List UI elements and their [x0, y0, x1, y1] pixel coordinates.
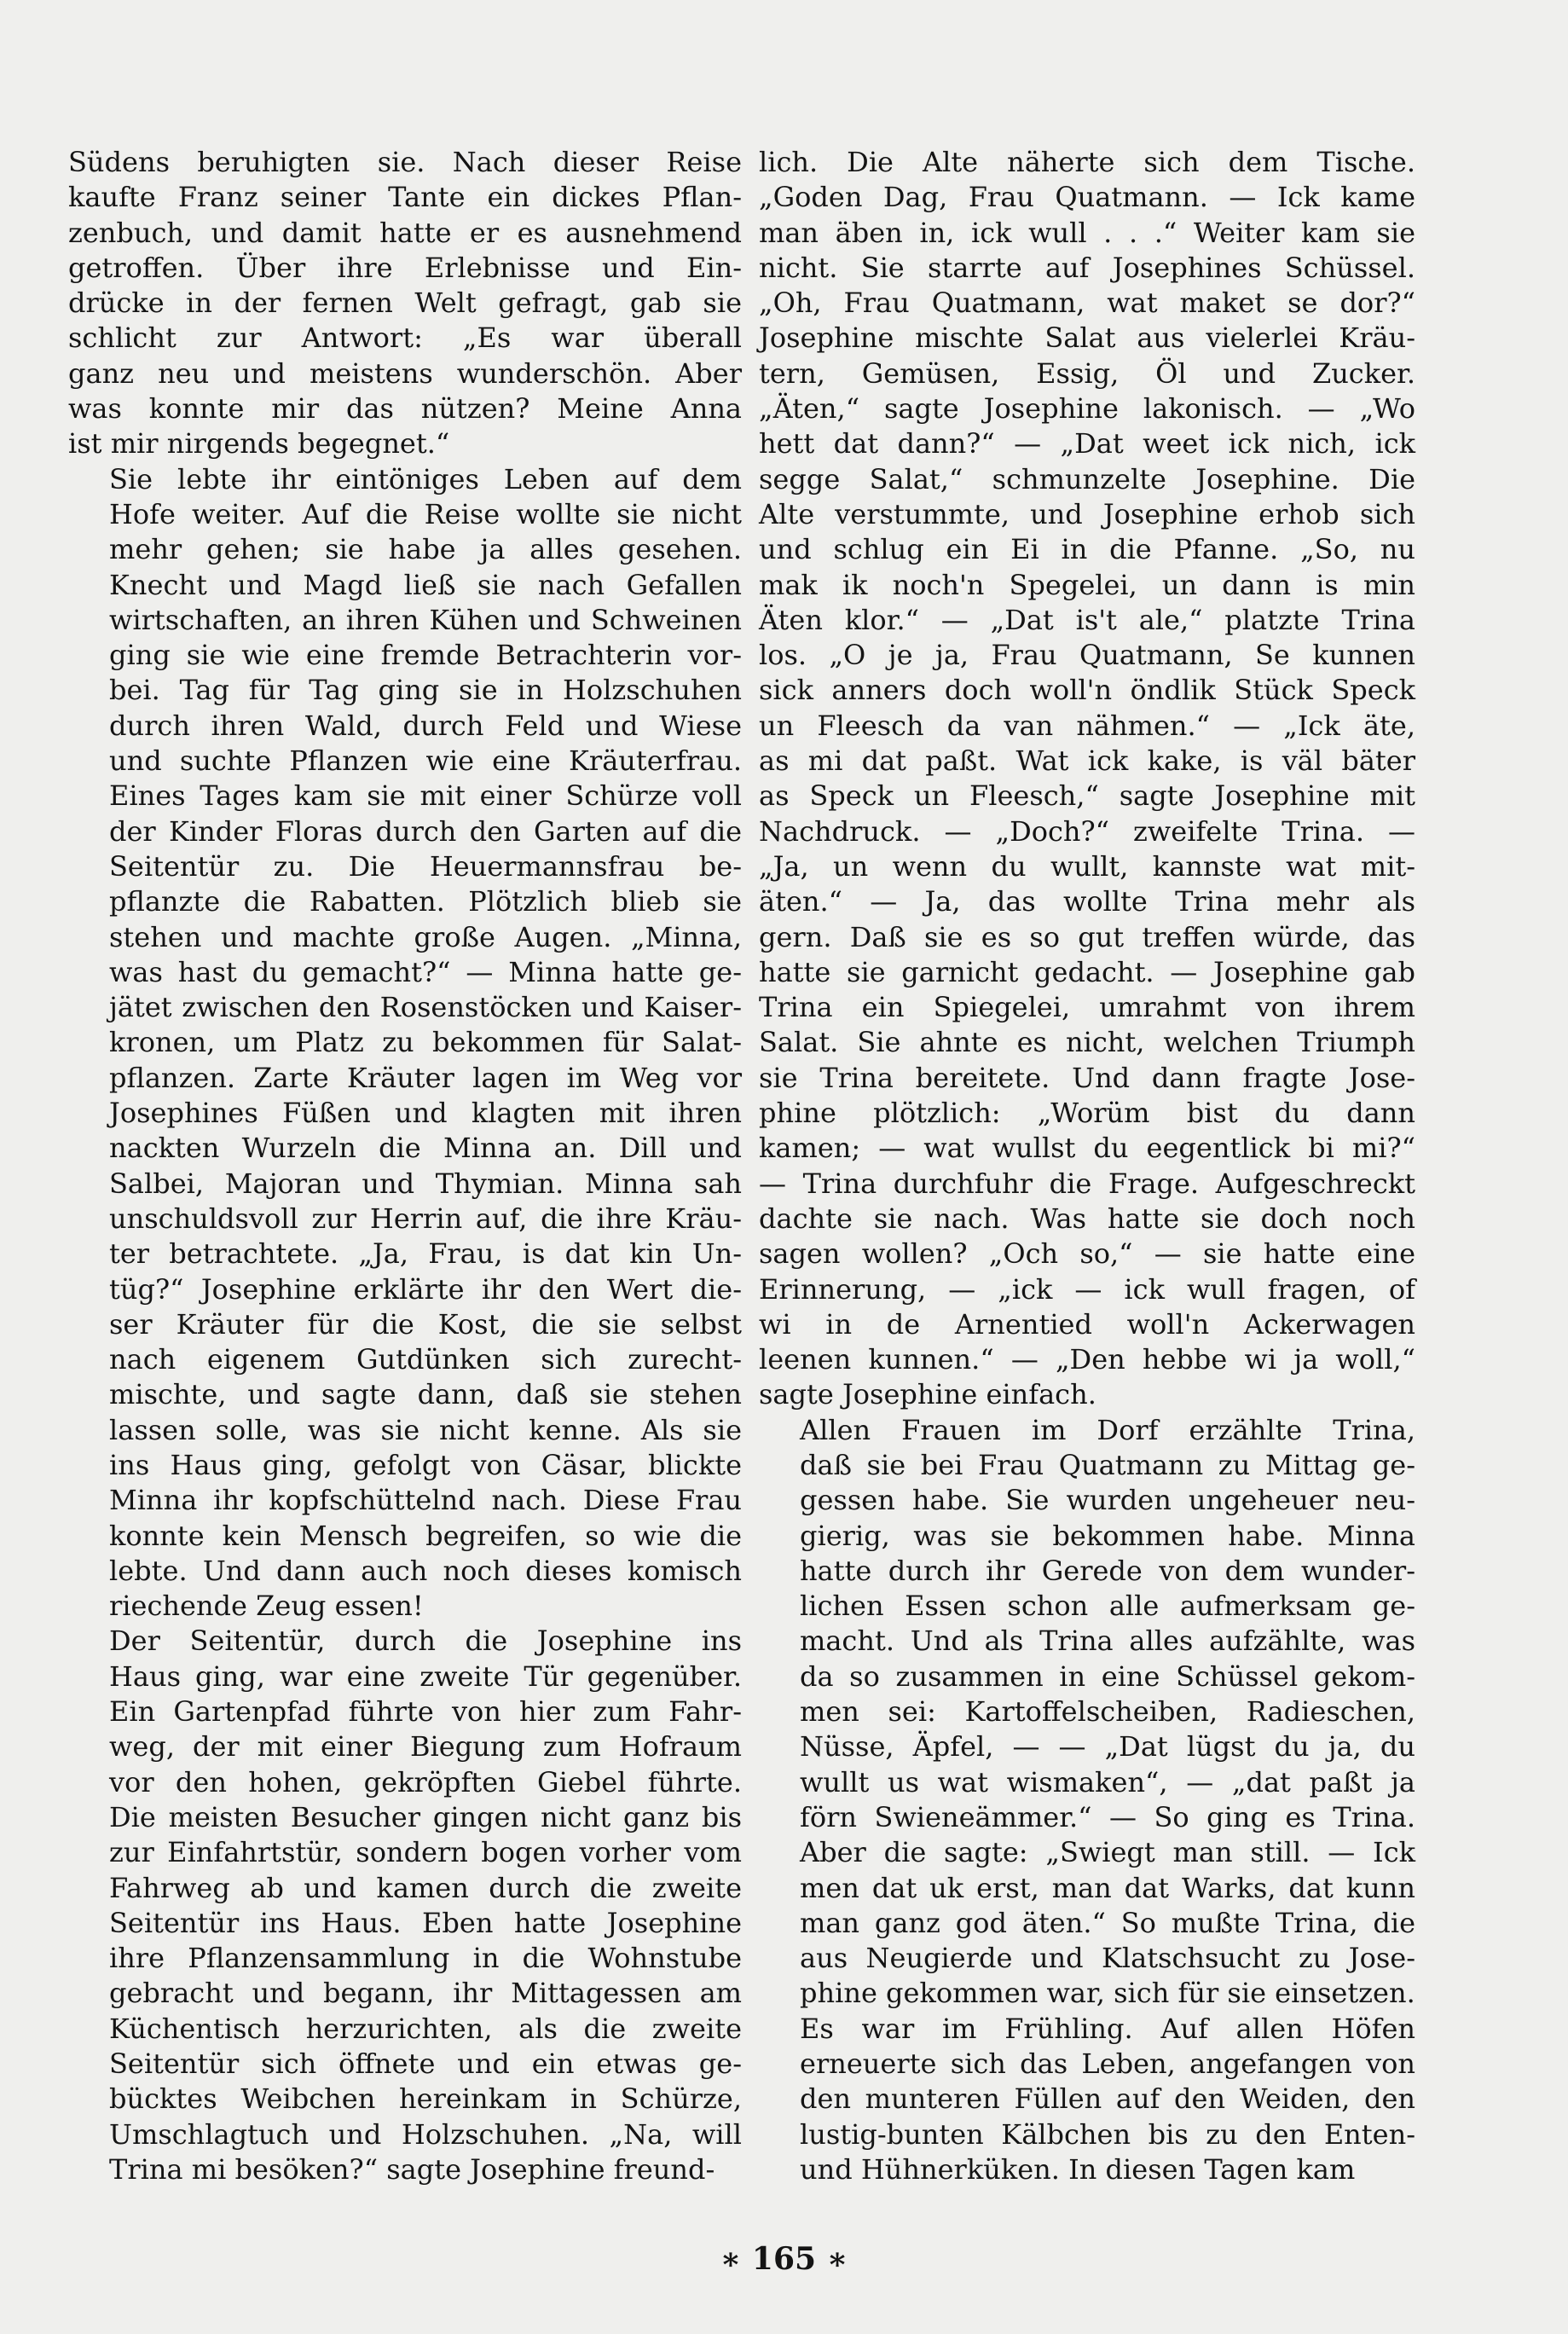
paragraph	[68, 145, 742, 462]
text-line: Eines Tages kam sie mit einer Schürze voll	[109, 779, 742, 813]
text-line: kaufte Franz seiner Tante ein dickes Pflan-	[68, 181, 742, 214]
text-line: Salat. Sie ahnte es nicht, welchen Triumph	[759, 1026, 1415, 1059]
text-line: Haus ging, war eine zweite Tür gegenüber.	[109, 1659, 742, 1693]
text-line: Trina mi besöken?“ sagte Josephine freund-	[109, 2152, 715, 2186]
text-line: Südens beruhigten sie. Nach dieser Reise	[68, 146, 742, 178]
text-line: Die meisten Besucher gingen nicht ganz bis	[109, 1800, 742, 1833]
text-line: un Fleesch da van nähmen.“ — „Ick äte,	[759, 709, 1415, 742]
text-line: mehr gehen; sie habe ja alles gesehen.	[109, 533, 742, 566]
text-line: tern, Gemüsen, Essig, Öl und Zucker.	[759, 356, 1415, 390]
text-line: Sie lebte ihr eintöniges Leben auf dem	[109, 462, 742, 495]
text-line: Es war im Frühling. Auf allen Höfen	[800, 2012, 1415, 2045]
text-line: ins Haus ging, gefolgt von Cäsar, blickte	[109, 1448, 742, 1481]
text-line: men dat uk erst, man dat Warks, dat kunn	[800, 1871, 1415, 1904]
text-line: Seitentür ins Haus. Eben hatte Josephine	[109, 1906, 742, 1939]
text-line: Umschlagtuch und Holzschuhen. „Na, will	[109, 2117, 742, 2151]
text-line: man ganz god äten.“ So mußte Trina, die	[800, 1906, 1415, 1939]
paragraph	[68, 1624, 742, 2187]
text-line: bücktes Weibchen hereinkam in Schürze,	[109, 2082, 742, 2116]
paragraph	[759, 2012, 1415, 2187]
text-line: tüg?“ Josephine erklärte ihr den Wert die-	[109, 1272, 742, 1306]
text-line: riechende Zeug essen!	[109, 1590, 424, 1623]
text-line: getroffen. Über ihre Erlebnisse und Ein-	[68, 251, 742, 284]
text-line: Aber die sagte: „Swiegt man still. — Ick	[800, 1836, 1415, 1869]
text-line: jätet zwischen den Rosenstöcken und Kaiser-	[109, 991, 742, 1024]
text-line: stehen und machte große Augen. „Minna,	[109, 920, 742, 953]
text-line: zur Einfahrtstür, sondern bogen vorher vom	[109, 1836, 742, 1869]
text-line: drücke in der fernen Welt gefragt, gab sie	[68, 287, 742, 320]
text-line: kamen; — wat wullst du eegentlick bi mi?“	[759, 1132, 1415, 1165]
text-line: Josephines Füßen und klagten mit ihren	[109, 1097, 742, 1130]
text-line: Küchentisch herzurichten, als die zweite	[109, 2012, 742, 2045]
text-line: aus Neugierde und Klatschsucht zu Jose-	[800, 1942, 1415, 1975]
text-line: und schlug ein Ei in die Pfanne. „So, nu	[759, 533, 1415, 566]
text-line: Trina ein Spiegelei, umrahmt von ihrem	[759, 991, 1415, 1024]
text-line: ging sie wie eine fremde Betrachterin vor-	[109, 639, 742, 672]
text-line: und Hühnerküken. In diesen Tagen kam	[800, 2152, 1356, 2186]
text-line: — Trina durchfuhr die Frage. Aufgeschreckt	[759, 1167, 1415, 1200]
text-line: Der Seitentür, durch die Josephine ins	[109, 1625, 742, 1658]
text-line: Fahrweg ab und kamen durch die zweite	[109, 1871, 742, 1904]
text-line: phine gekommen war, sich für sie einsetzen.	[800, 1977, 1415, 2010]
text-line: mak ik noch'n Spegelei, un dann is min	[759, 568, 1415, 601]
text-line: Nüsse, Äpfel, — — „Dat lügst du ja, du	[800, 1730, 1415, 1764]
star-ornament-left: ∗	[720, 2241, 742, 2277]
text-line: was konnte mir das nützen? Meine Anna	[68, 392, 742, 426]
text-line: Salbei, Majoran und Thymian. Minna sah	[109, 1167, 742, 1200]
text-line: „Äten,“ sagte Josephine lakonisch. — „Wo	[759, 392, 1415, 426]
text-line: sick anners doch woll'n öndlik Stück Speck	[759, 674, 1415, 707]
text-line: vor den hohen, gekröpften Giebel führte.	[109, 1765, 742, 1798]
text-line: kronen, um Platz zu bekommen für Salat-	[109, 1026, 742, 1059]
right-column	[759, 145, 1415, 2187]
text-line: wirtschaften, an ihren Kühen und Schweinen	[109, 603, 742, 636]
text-line: ist mir nirgends begegnet.“	[68, 427, 450, 460]
text-line: sagte Josephine einfach.	[759, 1378, 1096, 1411]
text-line: wi in de Arnentied woll'n Ackerwagen	[759, 1307, 1415, 1341]
text-line: bei. Tag für Tag ging sie in Holzschuhen	[109, 674, 742, 707]
text-line: Allen Frauen im Dorf erzählte Trina,	[800, 1413, 1415, 1446]
text-line: men sei: Kartoffelscheiben, Radieschen,	[800, 1695, 1415, 1729]
text-line: lich. Die Alte näherte sich dem Tische.	[759, 146, 1415, 178]
text-line: leenen kunnen.“ — „Den hebbe wi ja woll,“	[759, 1343, 1415, 1376]
text-line: lebte. Und dann auch noch dieses komisch	[109, 1554, 742, 1587]
text-line: Knecht und Magd ließ sie nach Gefallen	[109, 568, 742, 601]
text-line: Äten klor.“ — „Dat is't ale,“ platzte Trina	[759, 603, 1415, 636]
text-line: weg, der mit einer Biegung zum Hofraum	[109, 1730, 742, 1764]
text-line: macht. Und als Trina alles aufzählte, was	[800, 1625, 1415, 1658]
text-line: hatte durch ihr Gerede von dem wunder-	[800, 1554, 1415, 1587]
text-line: pflanzte die Rabatten. Plötzlich blieb sie	[109, 885, 742, 918]
text-line: wullt us wat wismaken“, — „dat paßt ja	[800, 1765, 1415, 1798]
text-line: ihre Pflanzensammlung in die Wohnstube	[109, 1942, 742, 1975]
text-line: Seitentür zu. Die Heuermannsfrau be-	[109, 849, 742, 883]
text-line: äten.“ — Ja, das wollte Trina mehr als	[759, 885, 1415, 918]
text-line: lassen solle, was sie nicht kenne. Als sie	[109, 1413, 742, 1446]
text-line: durch ihren Wald, durch Feld und Wiese	[109, 709, 742, 742]
text-line: Josephine mischte Salat aus vielerlei Kräu-	[759, 321, 1415, 355]
text-line: gierig, was sie bekommen habe. Minna	[800, 1519, 1415, 1552]
text-line: „Oh, Frau Quatmann, wat maket se dor?“	[759, 287, 1415, 320]
text-line: gessen habe. Sie wurden ungeheuer neu-	[800, 1484, 1415, 1517]
text-line: förn Swieneämmer.“ — So ging es Trina.	[800, 1800, 1415, 1833]
text-line: gebracht und begann, ihr Mittagessen am	[109, 1977, 742, 2010]
text-line: konnte kein Mensch begreifen, so wie die	[109, 1519, 742, 1552]
text-line: da so zusammen in eine Schüssel gekom-	[800, 1659, 1415, 1693]
text-line: lustig-bunten Kälbchen bis zu den Enten-	[800, 2117, 1415, 2151]
text-line: „Goden Dag, Frau Quatmann. — Ick kame	[759, 181, 1415, 214]
page-number-value: 165	[751, 2241, 817, 2277]
text-line: „Ja, un wenn du wullt, kannste wat mit-	[759, 849, 1415, 883]
text-line: ganz neu und meistens wunderschön. Aber	[68, 356, 742, 390]
text-line: Seitentür sich öffnete und ein etwas ge-	[109, 2047, 742, 2081]
text-line: sie Trina bereitete. Und dann fragte Jose-	[759, 1061, 1415, 1094]
text-line: lichen Essen schon alle aufmerksam ge-	[800, 1590, 1415, 1623]
text-line: daß sie bei Frau Quatmann zu Mittag ge-	[800, 1448, 1415, 1481]
text-line: phine plötzlich: „Worüm bist du dann	[759, 1097, 1415, 1130]
text-line: dachte sie nach. Was hatte sie doch noch	[759, 1202, 1415, 1235]
paragraph	[759, 145, 1415, 1413]
text-line: Hofe weiter. Auf die Reise wollte sie nicht	[109, 497, 742, 530]
paragraph	[68, 462, 742, 1625]
text-line: erneuerte sich das Leben, angefangen von	[800, 2047, 1415, 2081]
text-line: Nachdruck. — „Doch?“ zweifelte Trina. —	[759, 814, 1415, 848]
text-line: gern. Daß sie es so gut treffen würde, das	[759, 920, 1415, 953]
text-line: Erinnerung, — „ick — ick wull fragen, of	[759, 1272, 1415, 1306]
text-line: ser Kräuter für die Kost, die sie selbst	[109, 1307, 742, 1341]
text-line: nach eigenem Gutdünken sich zurecht-	[109, 1343, 742, 1376]
text-line: as Speck un Fleesch,“ sagte Josephine mit	[759, 779, 1415, 813]
text-line: pflanzen. Zarte Kräuter lagen im Weg vor	[109, 1061, 742, 1094]
text-line: ter betrachtete. „Ja, Frau, is dat kin Un-	[109, 1237, 742, 1271]
text-line: mischte, und sagte dann, daß sie stehen	[109, 1378, 742, 1411]
text-line: hett dat dann?“ — „Dat weet ick nich, ick	[759, 427, 1415, 460]
text-line: Alte verstummte, und Josephine erhob sich	[759, 497, 1415, 530]
text-line: segge Salat,“ schmunzelte Josephine. Die	[759, 462, 1415, 495]
paragraph	[759, 1413, 1415, 2012]
text-line: Ein Gartenpfad führte von hier zum Fahr-	[109, 1695, 742, 1729]
text-line: zenbuch, und damit hatte er es ausnehmend	[68, 216, 742, 249]
text-line: los. „O je ja, Frau Quatmann, Se kunnen	[759, 639, 1415, 672]
text-line: schlicht zur Antwort: „Es war überall	[68, 321, 742, 355]
text-line: der Kinder Floras durch den Garten auf die	[109, 814, 742, 848]
text-line: Minna ihr kopfschüttelnd nach. Diese Frau	[109, 1484, 742, 1517]
text-line: unschuldsvoll zur Herrin auf, die ihre Kräu-	[109, 1202, 742, 1235]
text-line: nackten Wurzeln die Minna an. Dill und	[109, 1132, 742, 1165]
left-column	[68, 145, 742, 2187]
page-number	[0, 2241, 1568, 2277]
text-line: hatte sie garnicht gedacht. — Josephine gab	[759, 955, 1415, 988]
text-line: den munteren Füllen auf den Weiden, den	[800, 2082, 1415, 2116]
text-line: as mi dat paßt. Wat ick kake, is väl bäter	[759, 744, 1415, 778]
text-line: man äben in, ick wull . . .“ Weiter kam sie	[759, 216, 1415, 249]
star-ornament-right: ∗	[826, 2241, 848, 2277]
text-line: was hast du gemacht?“ — Minna hatte ge-	[109, 955, 742, 988]
text-line: nicht. Sie starrte auf Josephines Schüssel.	[759, 251, 1415, 284]
text-line: und suchte Pflanzen wie eine Kräuterfrau.	[109, 744, 742, 778]
text-line: sagen wollen? „Och so,“ — sie hatte eine	[759, 1237, 1415, 1271]
